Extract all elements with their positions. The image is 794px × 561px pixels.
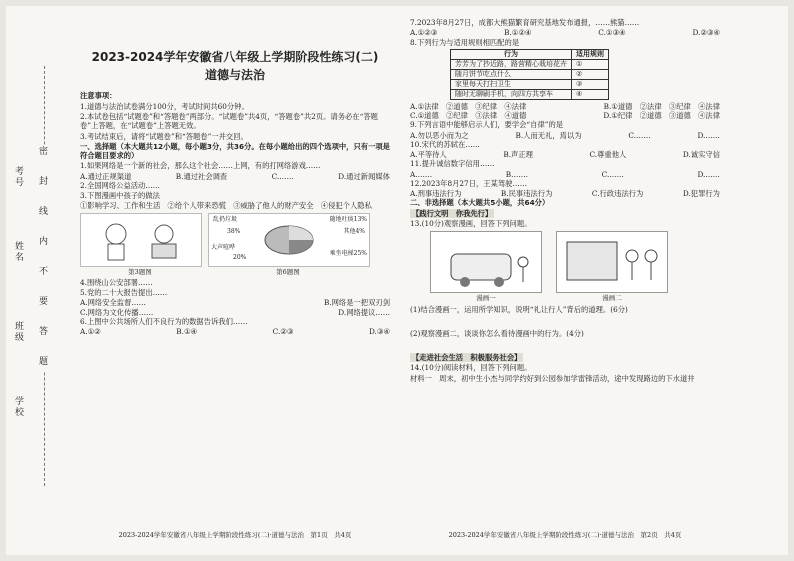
figure-3 (80, 213, 200, 276)
option: D.…… (697, 130, 720, 140)
option: B.民事违法行为 (500, 189, 553, 199)
q12-options (410, 189, 720, 198)
option: B.①②④ (504, 28, 532, 38)
binding-margin (6, 6, 68, 555)
left-footer: 2023-2024学年安徽省八年级上学期阶段性练习(二)·道德与法治 第1页 共4页 (118, 531, 352, 539)
table-header: 适用规则 (572, 49, 609, 59)
part-tag: 【践行文明 你我先行】 (412, 208, 493, 218)
cartoon-2-caption: 漫画二 (602, 294, 622, 303)
option: D.诚实守信 (682, 150, 720, 160)
pie-label: 38% (227, 227, 241, 235)
q1-options (80, 172, 390, 181)
option: C.…… (271, 171, 294, 181)
option: A.刑事违法行为 (410, 189, 462, 199)
cartoon-sketch-icon (86, 216, 196, 264)
table-header: 行为 (451, 49, 572, 59)
option: D.网络提议…… (338, 307, 390, 317)
right-footer: 2023-2024学年安徽省八年级上学期阶段性练习(二)·道德与法治 第2页 共4页 (448, 531, 682, 539)
option: D.犯罪行为 (682, 189, 720, 199)
cartoon-2 (556, 231, 668, 302)
table-cell: 随时无聊刷手机，向四方共享车 (451, 89, 572, 99)
pie-label: 随地吐痰13% (329, 215, 367, 223)
option: B.网络是一把双刃剑 (323, 298, 390, 308)
question-5: 5.党的二十大报告提出…… (80, 288, 168, 298)
left-page (80, 18, 390, 337)
option: C.①③④ (598, 28, 626, 38)
question-1: 1.如果网络是一个新的社会，那么这个社会……上网，有的打网络游戏…… (80, 161, 321, 171)
pie-label: 乱扔垃圾 (213, 215, 238, 223)
exam-subject: 道德与法治 (204, 68, 265, 83)
question-3: 3.下图漫画中孩子的做法 (80, 191, 160, 201)
table-cell: ① (572, 59, 609, 69)
notice-item: 3.考试结束后，请将“试题卷”和“答题卷”一并交回。 (80, 131, 248, 141)
pie-chart (208, 213, 370, 267)
q6-options (80, 327, 390, 336)
pie-chart-graphic (259, 217, 319, 263)
option: A.勿以恶小而为之 (410, 130, 469, 140)
figure-row (80, 213, 390, 276)
pie-label: 20% (233, 253, 247, 261)
pie-label: 其他4% (343, 227, 365, 235)
option: B.声正理 (503, 150, 533, 160)
q10-options (410, 150, 720, 159)
behavior-rule-table (450, 49, 609, 100)
question-8: 8.下列行为与适用规则相匹配的是 (410, 37, 520, 47)
section-1-heading: 一、选择题（本大题共12小题，每小题3分，共36分。在每小题给出的四个选项中，只有一项是符合题目要求的） (80, 141, 390, 161)
table-cell: 家里每天打扫卫生 (451, 79, 572, 89)
exam-title: 2023-2024学年安徽省八年级上学期阶段性练习(二) (91, 50, 379, 64)
car-yielding-icon (431, 232, 541, 292)
question-6: 6.上图中公共场所人们不良行为的数据告诉我们…… (80, 316, 248, 326)
q5-options-2 (80, 308, 390, 317)
figure-6-caption: 第6题图 (276, 267, 300, 276)
option: A.平等待人 (410, 150, 447, 160)
option: B.通过社会调查 (175, 171, 228, 181)
option: D.①纪律 ②道德 ③道德 ④法律 (603, 111, 720, 121)
option: A.网络安全监督…… (80, 298, 146, 308)
question-13: 13.(10分)观察漫画，回答下列问题。 (410, 218, 532, 228)
q11-options (410, 170, 720, 179)
part-tag: 【走进社会生活 积极服务社会】 (412, 353, 522, 363)
people-scene-icon (557, 232, 667, 292)
option: C.…… (628, 130, 651, 140)
pie-label: 大声喧哗 (211, 243, 236, 251)
q5-options (80, 298, 390, 307)
section-2-heading: 二、非选择题（本大题共5小题，共64分） (410, 198, 550, 208)
table-row (451, 69, 609, 79)
option: A.…… (410, 169, 433, 179)
table-row (451, 79, 609, 89)
question-11: 11.提升诚信数字信用…… (410, 159, 495, 169)
option: D.②③④ (692, 28, 720, 38)
figure-6 (208, 213, 368, 276)
table-cell: 随月饼节吃点什么 (451, 69, 572, 79)
right-page (410, 18, 720, 384)
question-10: 10.宋代的苏轼在…… (410, 139, 480, 149)
table-row (451, 89, 609, 99)
q3-items: ①影响学习、工作和生活 ②给个人带来恐慌 ③威胁了他人的财产安全 ④侵犯个人隐私 (80, 201, 372, 211)
table-cell: ② (572, 69, 609, 79)
cartoon-1-caption: 漫画一 (476, 294, 496, 303)
table-cell: ④ (572, 89, 609, 99)
notice-heading: 注意事项： (80, 91, 117, 101)
question-4: 4.围绕山公安部署…… (80, 277, 153, 287)
exam-no-label: 考号 (13, 166, 23, 188)
option: D.…… (697, 169, 720, 179)
question-2: 2.全国网络公益活动…… (80, 180, 160, 190)
option: A.通过正规渠道 (80, 171, 132, 181)
pie-label: 乘坐电梯25% (329, 249, 367, 257)
figure-3-caption: 第3题图 (128, 267, 152, 276)
option: B.①道德 ②法律 ③纪律 ④法律 (603, 101, 720, 111)
cartoon-2-image (556, 231, 668, 293)
cartoon-illustration (80, 213, 202, 267)
question-13-2: (2)观察漫画二，谈谈你怎么看待漫画中的行为。(4分) (410, 328, 584, 338)
table-row (451, 59, 609, 69)
material-1: 材料一 周末，初中生小杰与同学约好到公园参加学雷锋活动，途中发现路边的下水道井 (410, 373, 695, 383)
option: A.①② (80, 327, 101, 337)
option: B.①④ (176, 327, 198, 337)
q8-options-2 (410, 111, 720, 120)
option: D.通过新闻媒体 (338, 171, 390, 181)
table-cell: 芳芳为了抄近路，路营精心栽培花卉 (451, 59, 572, 69)
name-label: 姓名 (13, 241, 23, 263)
option: B.人而无礼，焉以为 (515, 130, 582, 140)
option: A.①法律 ②道德 ③纪律 ④法律 (410, 101, 527, 111)
option: C.网络为文化传播…… (80, 307, 154, 317)
question-9: 9.下列言语中能够启示人们，要学会“自律”的是 (410, 120, 564, 130)
cartoon-1 (430, 231, 542, 302)
table-cell: ③ (572, 79, 609, 89)
question-14: 14.(10分)阅读材料，回答下列问题。 (410, 363, 532, 373)
option: C.…… (601, 169, 624, 179)
option: B.…… (505, 169, 529, 179)
option: C.①道德 ②纪律 ③法律 ④道德 (410, 111, 527, 121)
option: D.③④ (368, 327, 390, 337)
notice-item: 1.道德与法治试卷满分100分，考试时间共60分钟。 (80, 101, 249, 111)
school-label: 学校 (13, 396, 23, 418)
option: C.行政违法行为 (591, 189, 644, 199)
notice-item: 2.本试卷包括“试题卷”和“答题卷”两部分。“试题卷”共4页，“答题卷”共2页。请务必在“答题卷”上答题，在“试题卷”上答题无效。 (80, 112, 378, 131)
class-label: 班级 (13, 321, 23, 343)
question-12: 12.2023年8月27日，王某驾驶…… (410, 178, 528, 188)
cartoon-1-image (430, 231, 542, 293)
option: C.尊重他人 (589, 150, 627, 160)
q9-options (410, 131, 720, 140)
q8-options (410, 102, 720, 111)
seal-warning: 密 封 线 内 不 要 答 题 (37, 146, 47, 371)
question-13-1: (1)结合漫画一，运用所学知识，说明“礼让行人”背后的道理。(6分) (410, 304, 628, 314)
option: C.②③ (272, 327, 294, 337)
question-7: 7.2023年8月27日，成都大熊猫繁育研究基地发布通报，……熊猫…… (410, 18, 640, 27)
cartoon-row (430, 231, 720, 302)
q7-options (410, 28, 720, 37)
option: A.①②③ (410, 28, 438, 38)
